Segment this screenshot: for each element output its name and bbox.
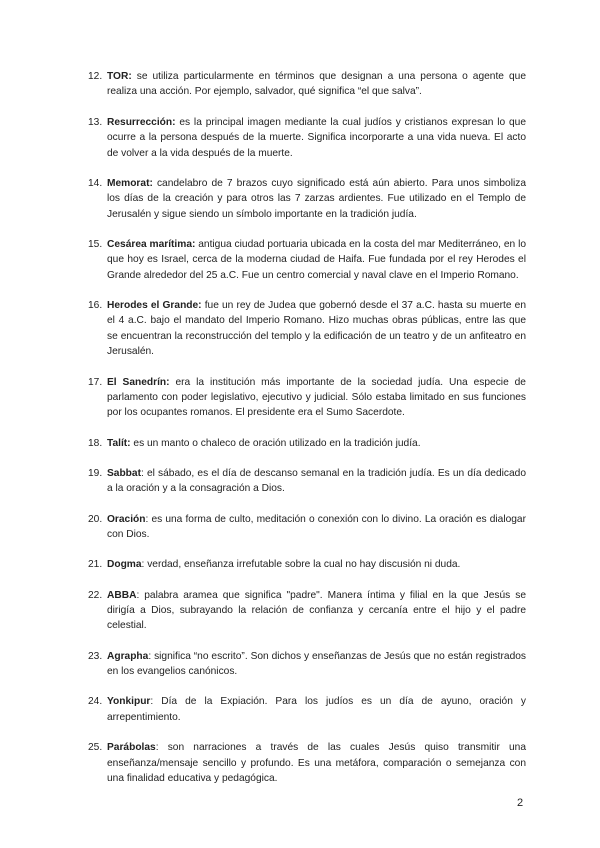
entry-definition: fue un rey de Judea que gobernó desde el 37 a.C. hasta su muerte en el 4 a.C. bajo el mandato del Imperio Romano. Hizo muchas obras públicas, entre las que se encuentran la reconstrucción del templo y la edificación de un teatro y de un anfiteatro en Jerusalén. (107, 300, 526, 358)
entry-number: 22. (88, 589, 103, 601)
entry-body (107, 237, 526, 283)
glossary-entry (88, 588, 526, 634)
glossary-entry (88, 69, 526, 100)
glossary-entry (88, 298, 526, 360)
entry-body (107, 436, 526, 451)
entry-body (107, 557, 526, 572)
entry-term: Herodes el Grande: (107, 300, 202, 312)
entry-definition: es la principal imagen mediante la cual judíos y cristianos expresan lo que ocurre a la persona después de la muerte. Significa incorporarte a una vida nueva. El acto de volver a la vida después de la muerte. (107, 116, 526, 159)
entry-term: Agrapha (107, 650, 149, 662)
glossary-entry (88, 115, 526, 161)
entry-body (107, 588, 526, 634)
entry-body (107, 375, 526, 421)
glossary-entry (88, 694, 526, 725)
entry-number: 23. (88, 650, 103, 662)
entry-number: 20. (88, 513, 103, 525)
entry-body (107, 298, 526, 360)
entry-number: 15. (88, 238, 103, 250)
glossary-entry (88, 740, 526, 786)
entry-definition: se utiliza particularmente en términos que designan a una persona o agente que realiza una acción. Por ejemplo, salvador, qué significa “el que salva”. (107, 71, 526, 98)
entry-term: Resurrección: (107, 116, 176, 128)
entry-term: Yonkipur (107, 696, 151, 708)
entry-definition: : el sábado, es el día de descanso semanal en la tradición judía. Es un día dedicado a la oración y a la consagración a Dios. (107, 467, 526, 495)
entry-term: ABBA (107, 589, 137, 601)
entry-definition: : son narraciones a través de las cuales Jesús quiso transmitir una enseñanza/mensaje sencillo y profundo. Es una metáfora, comparación o semejanza con una finalidad educativa y pedagógica. (107, 742, 526, 784)
entry-number: 13. (88, 116, 103, 128)
entry-number: 14. (88, 177, 103, 189)
entry-term: Oración (107, 513, 146, 525)
entry-definition: es un manto o chaleco de oración utilizado en la tradición judía. (130, 437, 421, 449)
entry-definition: : es una forma de culto, meditación o conexión con lo divino. La oración es dialogar con Dios. (107, 513, 526, 541)
entry-number: 19. (88, 467, 103, 479)
entry-definition: : Día de la Expiación. Para los judíos es un día de ayuno, oración y arrepentimiento. (107, 696, 526, 723)
entry-term: Dogma (107, 559, 142, 571)
entry-number: 25. (88, 742, 103, 754)
entry-number: 24. (88, 696, 103, 708)
entry-definition: : palabra aramea que significa "padre". Manera íntima y filial en la que Jesús se dirigía a Dios, subrayando la relación de confianza y cercanía entre el hijo y el padre celestial. (107, 589, 526, 632)
glossary-entry (88, 375, 526, 421)
entry-definition: candelabro de 7 brazos cuyo significado está aún abierto. Para unos simboliza los días de la creación y para otros las 7 zarzas ardientes. Fue utilizado en el Templo de Jerusalén y sigue siendo un símbolo importante en la tradición judía. (107, 177, 526, 220)
entry-number: 18. (88, 437, 103, 449)
entry-term: Talít: (107, 437, 131, 449)
entry-body (107, 69, 526, 100)
entry-definition: era la institución más importante de la sociedad judía. Una especie de parlamento con poder legislativo, ejecutivo y judicial. Sólo estaba limitado en sus funciones por los ocupantes romanos. El presidente era el Sumo Sacerdote. (107, 376, 526, 419)
entry-term: Memorat: (107, 177, 153, 189)
glossary-entry (88, 176, 526, 222)
glossary-entry (88, 436, 526, 451)
entry-term: TOR: (107, 71, 132, 82)
glossary-entry (88, 512, 526, 543)
entry-term: Cesárea marítima: (107, 238, 196, 250)
entry-body (107, 694, 526, 725)
entry-body (107, 176, 526, 222)
entry-number: 21. (88, 559, 103, 571)
entry-body (107, 649, 526, 680)
entry-body (107, 115, 526, 161)
entry-number: 16. (88, 300, 103, 312)
entry-body (107, 466, 526, 497)
entry-number: 17. (88, 376, 103, 388)
entry-term: El Sanedrín: (107, 376, 170, 388)
entry-definition: antigua ciudad portuaria ubicada en la costa del mar Mediterráneo, en lo que hoy es Israel, cerca de la moderna ciudad de Haifa. Fue fundada por el rey Herodes el Grande alrededor del 25 a.C. Fue un centro comercial y naval clave en el Imperio Romano. (107, 238, 527, 281)
entry-definition: : verdad, enseñanza irrefutable sobre la cual no hay discusión ni duda. (141, 559, 461, 571)
glossary-entry (88, 466, 526, 497)
entry-number: 12. (88, 71, 103, 82)
entry-term: Parábolas (107, 742, 156, 754)
glossary-list (88, 69, 526, 801)
glossary-entry (88, 557, 526, 572)
entry-body (107, 512, 526, 543)
entry-body (107, 740, 526, 786)
glossary-entry (88, 237, 526, 283)
entry-definition: : significa “no escrito”. Son dichos y enseñanzas de Jesús que no están registrados en los evangelios canónicos. (107, 650, 526, 678)
page-number: 2 (517, 797, 524, 809)
glossary-entry (88, 649, 526, 680)
entry-term: Sabbat (107, 467, 141, 479)
